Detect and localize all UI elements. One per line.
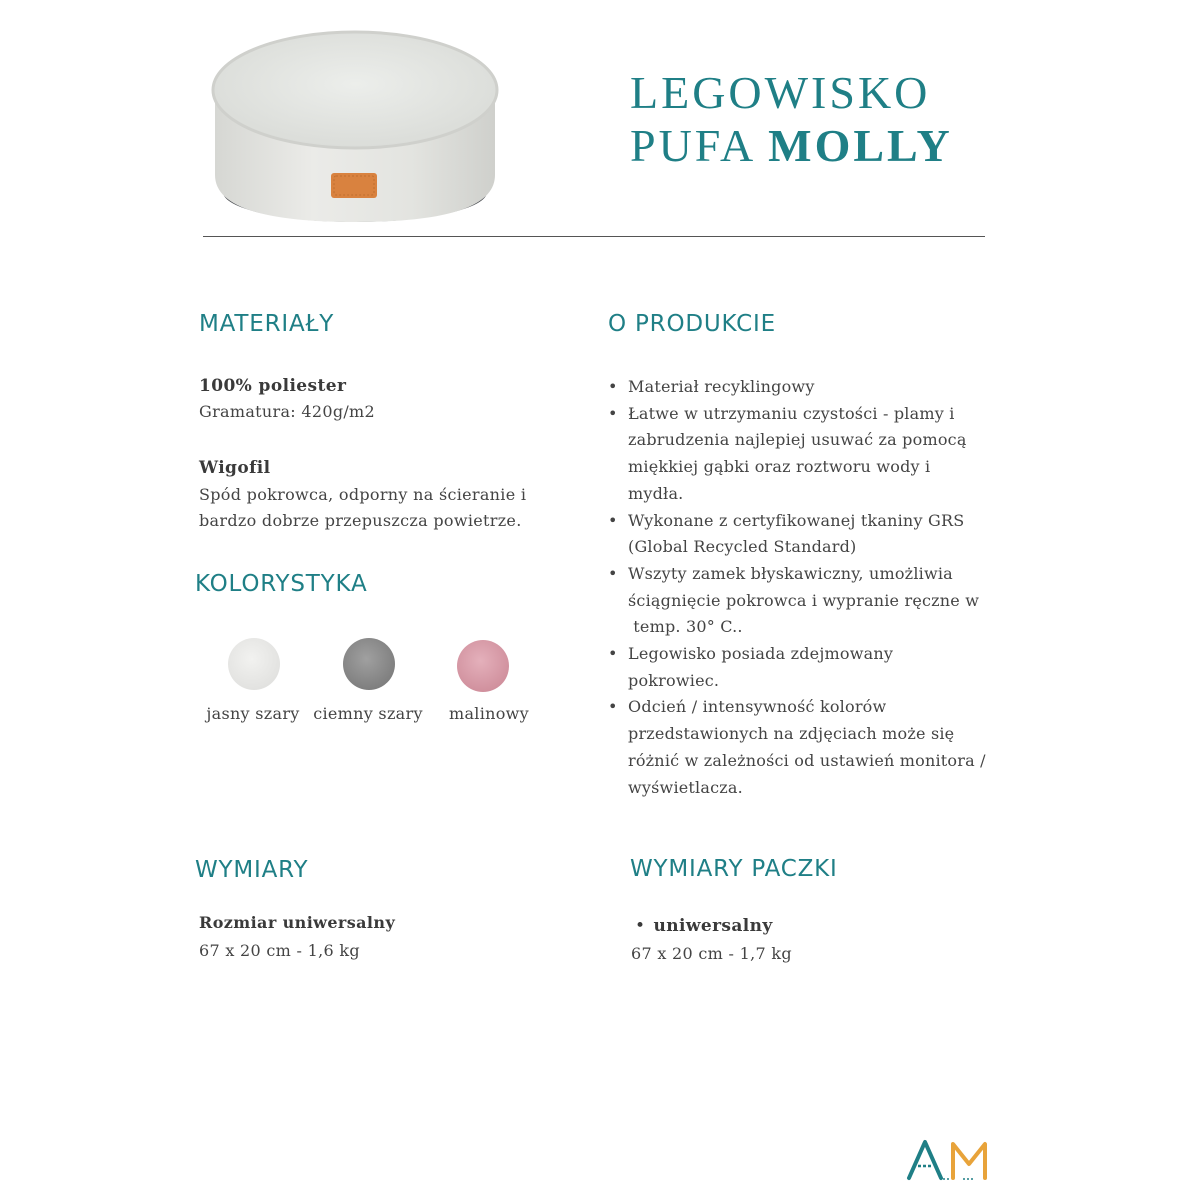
package-heading: WYMIARY PACZKI <box>630 856 838 882</box>
material-2-name: Wigofil <box>199 458 271 478</box>
product-info-heading: O PRODUKCIE <box>608 311 776 337</box>
swatch-label-light-gray: jasny szary <box>206 704 300 723</box>
dimensions-name: Rozmiar uniwersalny <box>199 913 396 932</box>
material-2-detail-2: bardzo dobrze przepuszcza powietrze. <box>199 511 522 530</box>
am-logo-icon <box>905 1138 1005 1183</box>
brand-logo <box>905 1138 1005 1183</box>
swatch-light-gray <box>228 638 280 690</box>
product-image <box>205 10 505 230</box>
material-2-detail-1: Spód pokrowca, odporny na ścieranie i <box>199 485 527 504</box>
colors-heading: KOLORYSTYKA <box>195 571 368 597</box>
dimensions-value: 67 x 20 cm - 1,6 kg <box>199 941 360 960</box>
product-info-list <box>608 374 1028 801</box>
page-title <box>630 66 953 172</box>
swatch-raspberry <box>457 640 509 692</box>
package-name-text: uniwersalny <box>653 916 773 936</box>
package-value: 67 x 20 cm - 1,7 kg <box>631 944 792 963</box>
material-1-name: 100% poliester <box>199 376 347 396</box>
list-item: • Łatwe w utrzymaniu czystości - plamy i zabrudzenia najlepiej usuwać za pomocą miękkiej gąbki oraz roztworu wody i mydła. <box>608 403 967 503</box>
dimensions-heading: WYMIARY <box>195 857 309 883</box>
materials-heading: MATERIAŁY <box>199 311 335 337</box>
material-1-detail: Gramatura: 420g/m2 <box>199 402 376 421</box>
leather-tag <box>331 173 377 198</box>
swatch-label-raspberry: malinowy <box>448 704 530 723</box>
header-divider <box>203 236 985 237</box>
list-item: • Wykonane z certyfikowanej tkaniny GRS (Global Recycled Standard) <box>608 510 965 557</box>
package-name <box>635 916 773 936</box>
list-item: • Legowisko posiada zdejmowany pokrowiec. <box>608 644 894 690</box>
pouf-bed-image <box>205 10 505 230</box>
list-item: • Odcień / intensywność kolorów przedstawionych na zdjęciach może się różnić w zależności od ustawień monitora / wyświetlacza. <box>608 697 986 797</box>
list-item: • Materiał recyklingowy <box>608 377 815 396</box>
swatch-dark-gray <box>343 638 395 690</box>
title-line-1: LEGOWISKO <box>630 67 931 118</box>
swatch-label-dark-gray: ciemny szary <box>313 704 423 723</box>
package-bullet: • <box>635 916 646 936</box>
title-line-2-prefix: PUFA <box>630 120 769 171</box>
list-item: • Wszyty zamek błyskawiczny, umożliwia ściągnięcie pokrowca i wypranie ręczne w temp. 30° C.. <box>608 563 980 637</box>
title-line-2-bold: MOLLY <box>768 120 953 171</box>
